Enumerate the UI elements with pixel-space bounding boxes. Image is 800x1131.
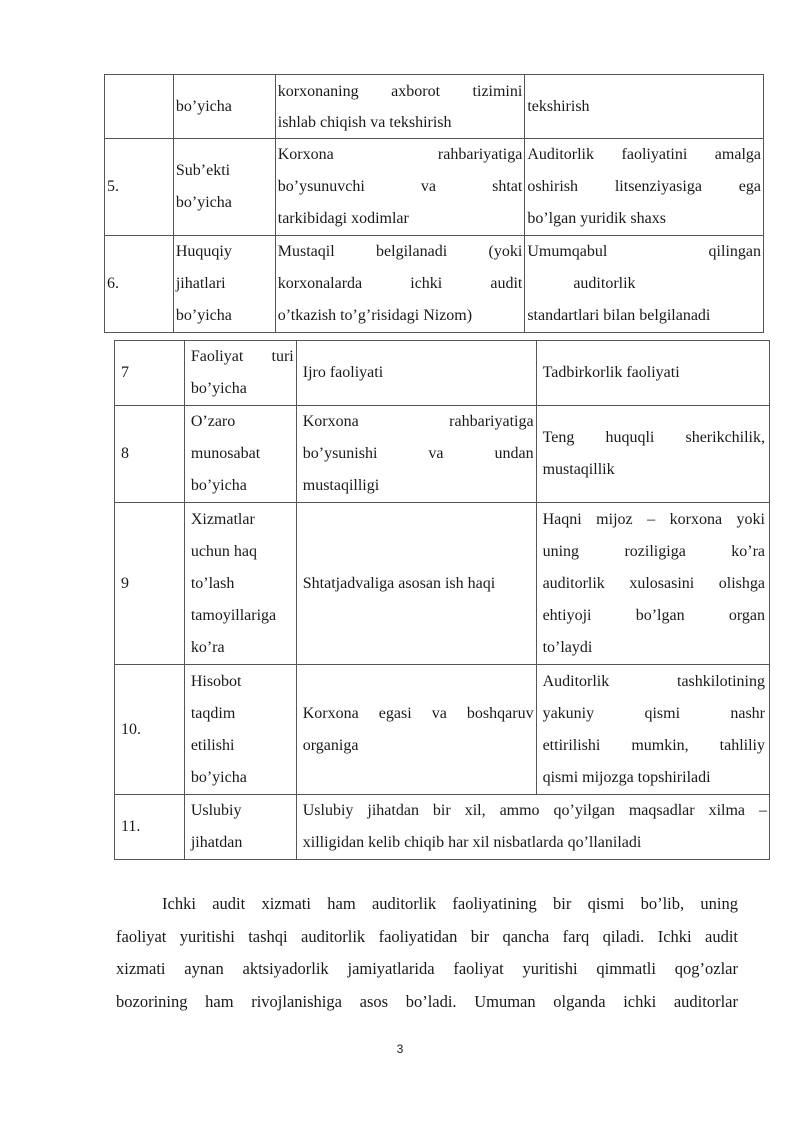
external-line: yakuniy qismi nashr <box>542 704 765 722</box>
table-row <box>115 503 770 665</box>
criterion-line: ko’ra <box>190 638 225 656</box>
internal-line: ishlab chiqish va tekshirish <box>277 113 452 131</box>
external-line: tekshirish <box>527 97 590 115</box>
external-line: oshirish litsenziyasiga ega <box>527 178 761 195</box>
paragraph-line: Ichki audit xizmati ham auditorlik faoliyatining bir qismi bo’lib, uning <box>162 894 738 913</box>
criterion-line: Huquqiy <box>175 243 232 260</box>
page-number: 3 <box>396 1042 404 1056</box>
external-line: auditorlik xulosasini olishga <box>542 574 765 592</box>
external-line: ehtiyoji bo’lgan organ <box>542 606 765 624</box>
criterion-cell <box>173 236 275 333</box>
external-line: mustaqillik <box>542 461 615 478</box>
external-line: standartlari bilan belgilanadi <box>527 307 711 324</box>
row-number: 10. <box>115 665 185 795</box>
criterion-line: etilishi <box>190 736 235 754</box>
internal-line: mustaqilligi <box>302 477 380 494</box>
table-row <box>105 139 764 236</box>
comparison-table-top <box>104 74 764 333</box>
external-audit-cell <box>536 406 769 503</box>
internal-audit-cell <box>296 341 536 406</box>
paragraph-line: xizmati aynan aktsiyadorlik jamiyatlarida faoliyat yuritishi qimmatli qog’ozlar <box>116 959 738 978</box>
row-number: 5. <box>105 139 174 236</box>
criterion-line: O’zaro <box>190 413 236 430</box>
criterion-cell <box>184 503 296 665</box>
internal-audit-cell <box>296 503 536 665</box>
merged-line: Uslubiy jihatdan bir xil, ammo qo’yilgan maqsadlar xilma – <box>302 802 767 819</box>
internal-line: korxonaning axborot tizimini <box>277 82 523 100</box>
internal-line: korxonalarda ichki audit <box>277 275 523 292</box>
internal-line: bo’ysunuvchi va shtat <box>277 178 523 195</box>
criterion-line: bo’yicha <box>175 307 232 324</box>
internal-line: tarkibidagi xodimlar <box>277 210 409 227</box>
table-row <box>115 341 770 406</box>
internal-audit-cell <box>296 665 536 795</box>
external-line: bo’lgan yuridik shaxs <box>527 210 666 227</box>
criterion-line: taqdim <box>190 704 236 722</box>
paragraph-line: bozorining ham rivojlanishiga asos bo’ladi. Umuman olganda ichki auditorlar <box>116 991 738 1011</box>
criterion-cell <box>184 341 296 406</box>
external-audit-cell <box>536 341 769 406</box>
external-line: uning roziligiga ko’ra <box>542 542 765 560</box>
external-line: Umumqabul qilingan <box>527 243 761 260</box>
criterion-line: bo’yicha <box>190 380 247 397</box>
merged-line: xilligidan kelib chiqib har xil nisbatlarda qo’llaniladi <box>302 834 642 851</box>
criterion-cell <box>184 665 296 795</box>
external-audit-cell <box>525 75 764 139</box>
internal-line: organiga <box>302 736 359 754</box>
internal-audit-cell <box>275 139 525 236</box>
row-number: 8 <box>115 406 185 503</box>
external-audit-cell <box>525 139 764 236</box>
row-number <box>105 75 174 139</box>
table-row <box>105 236 764 333</box>
row-number: 7 <box>115 341 185 406</box>
criterion-line: uchun haq <box>190 542 258 560</box>
external-line: Haqni mijoz – korxona yoki <box>542 510 765 528</box>
internal-line: Korxona rahbariyatiga <box>277 146 523 163</box>
criterion-line: Uslubiy <box>190 802 242 819</box>
criterion-line: munosabat <box>190 445 261 462</box>
external-line: Teng huquqli sherikchilik, <box>542 429 765 446</box>
internal-line: Mustaqil belgilanadi (yoki <box>277 243 523 260</box>
body-paragraph <box>116 888 738 1018</box>
criterion-line: bo’yicha <box>190 477 247 494</box>
external-line: to’laydi <box>542 638 593 656</box>
internal-line: Ijro faoliyati <box>302 364 384 381</box>
external-line: qismi mijozga topshiriladi <box>542 768 711 786</box>
external-line: Auditorlik tashkilotining <box>542 672 765 690</box>
criterion-line: Hisobot <box>190 672 242 690</box>
row-number: 6. <box>105 236 174 333</box>
criterion-line: jihatlari <box>175 275 226 292</box>
table-row <box>115 795 770 860</box>
criterion-line: bo’yicha <box>175 97 232 115</box>
criterion-line: Faoliyat turi <box>190 348 294 365</box>
internal-line: bo’ysunishi va undan <box>302 445 534 462</box>
internal-line: o’tkazish to’g’risidagi Nizom) <box>277 307 473 324</box>
criterion-cell <box>184 406 296 503</box>
row-number: 11. <box>115 795 185 860</box>
merged-audit-cell <box>296 795 769 860</box>
comparison-table-bottom <box>114 340 770 860</box>
external-audit-cell <box>525 236 764 333</box>
criterion-cell <box>173 139 275 236</box>
internal-line: Korxona egasi va boshqaruv <box>302 704 534 722</box>
internal-audit-cell <box>296 406 536 503</box>
external-line: auditorlik <box>573 275 636 292</box>
criterion-line: bo’yicha <box>175 194 232 211</box>
table-row <box>105 75 764 139</box>
external-line: ettirilishi mumkin, tahliliy <box>542 736 765 754</box>
external-audit-cell <box>536 665 769 795</box>
criterion-cell <box>173 75 275 139</box>
internal-line: Korxona rahbariyatiga <box>302 413 534 430</box>
external-line: Tadbirkorlik faoliyati <box>542 364 680 381</box>
internal-line: Shtatjadvaliga asosan ish haqi <box>302 574 496 592</box>
paragraph-line: faoliyat yuritishi tashqi auditorlik faoliyatidan bir qancha farq qiladi. Ichki audit <box>116 926 738 946</box>
criterion-line: jihatdan <box>190 834 243 851</box>
row-number: 9 <box>115 503 185 665</box>
external-audit-cell <box>536 503 769 665</box>
table-row <box>115 665 770 795</box>
criterion-line: to’lash <box>190 574 235 592</box>
internal-audit-cell <box>275 75 525 139</box>
external-line: Auditorlik faoliyatini amalga <box>527 146 761 163</box>
criterion-cell <box>184 795 296 860</box>
criterion-line: Xizmatlar <box>190 510 255 528</box>
criterion-line: bo’yicha <box>190 768 247 786</box>
criterion-line: tamoyillariga <box>190 606 277 624</box>
internal-audit-cell <box>275 236 525 333</box>
criterion-line: Sub’ekti <box>175 162 231 179</box>
table-row <box>115 406 770 503</box>
